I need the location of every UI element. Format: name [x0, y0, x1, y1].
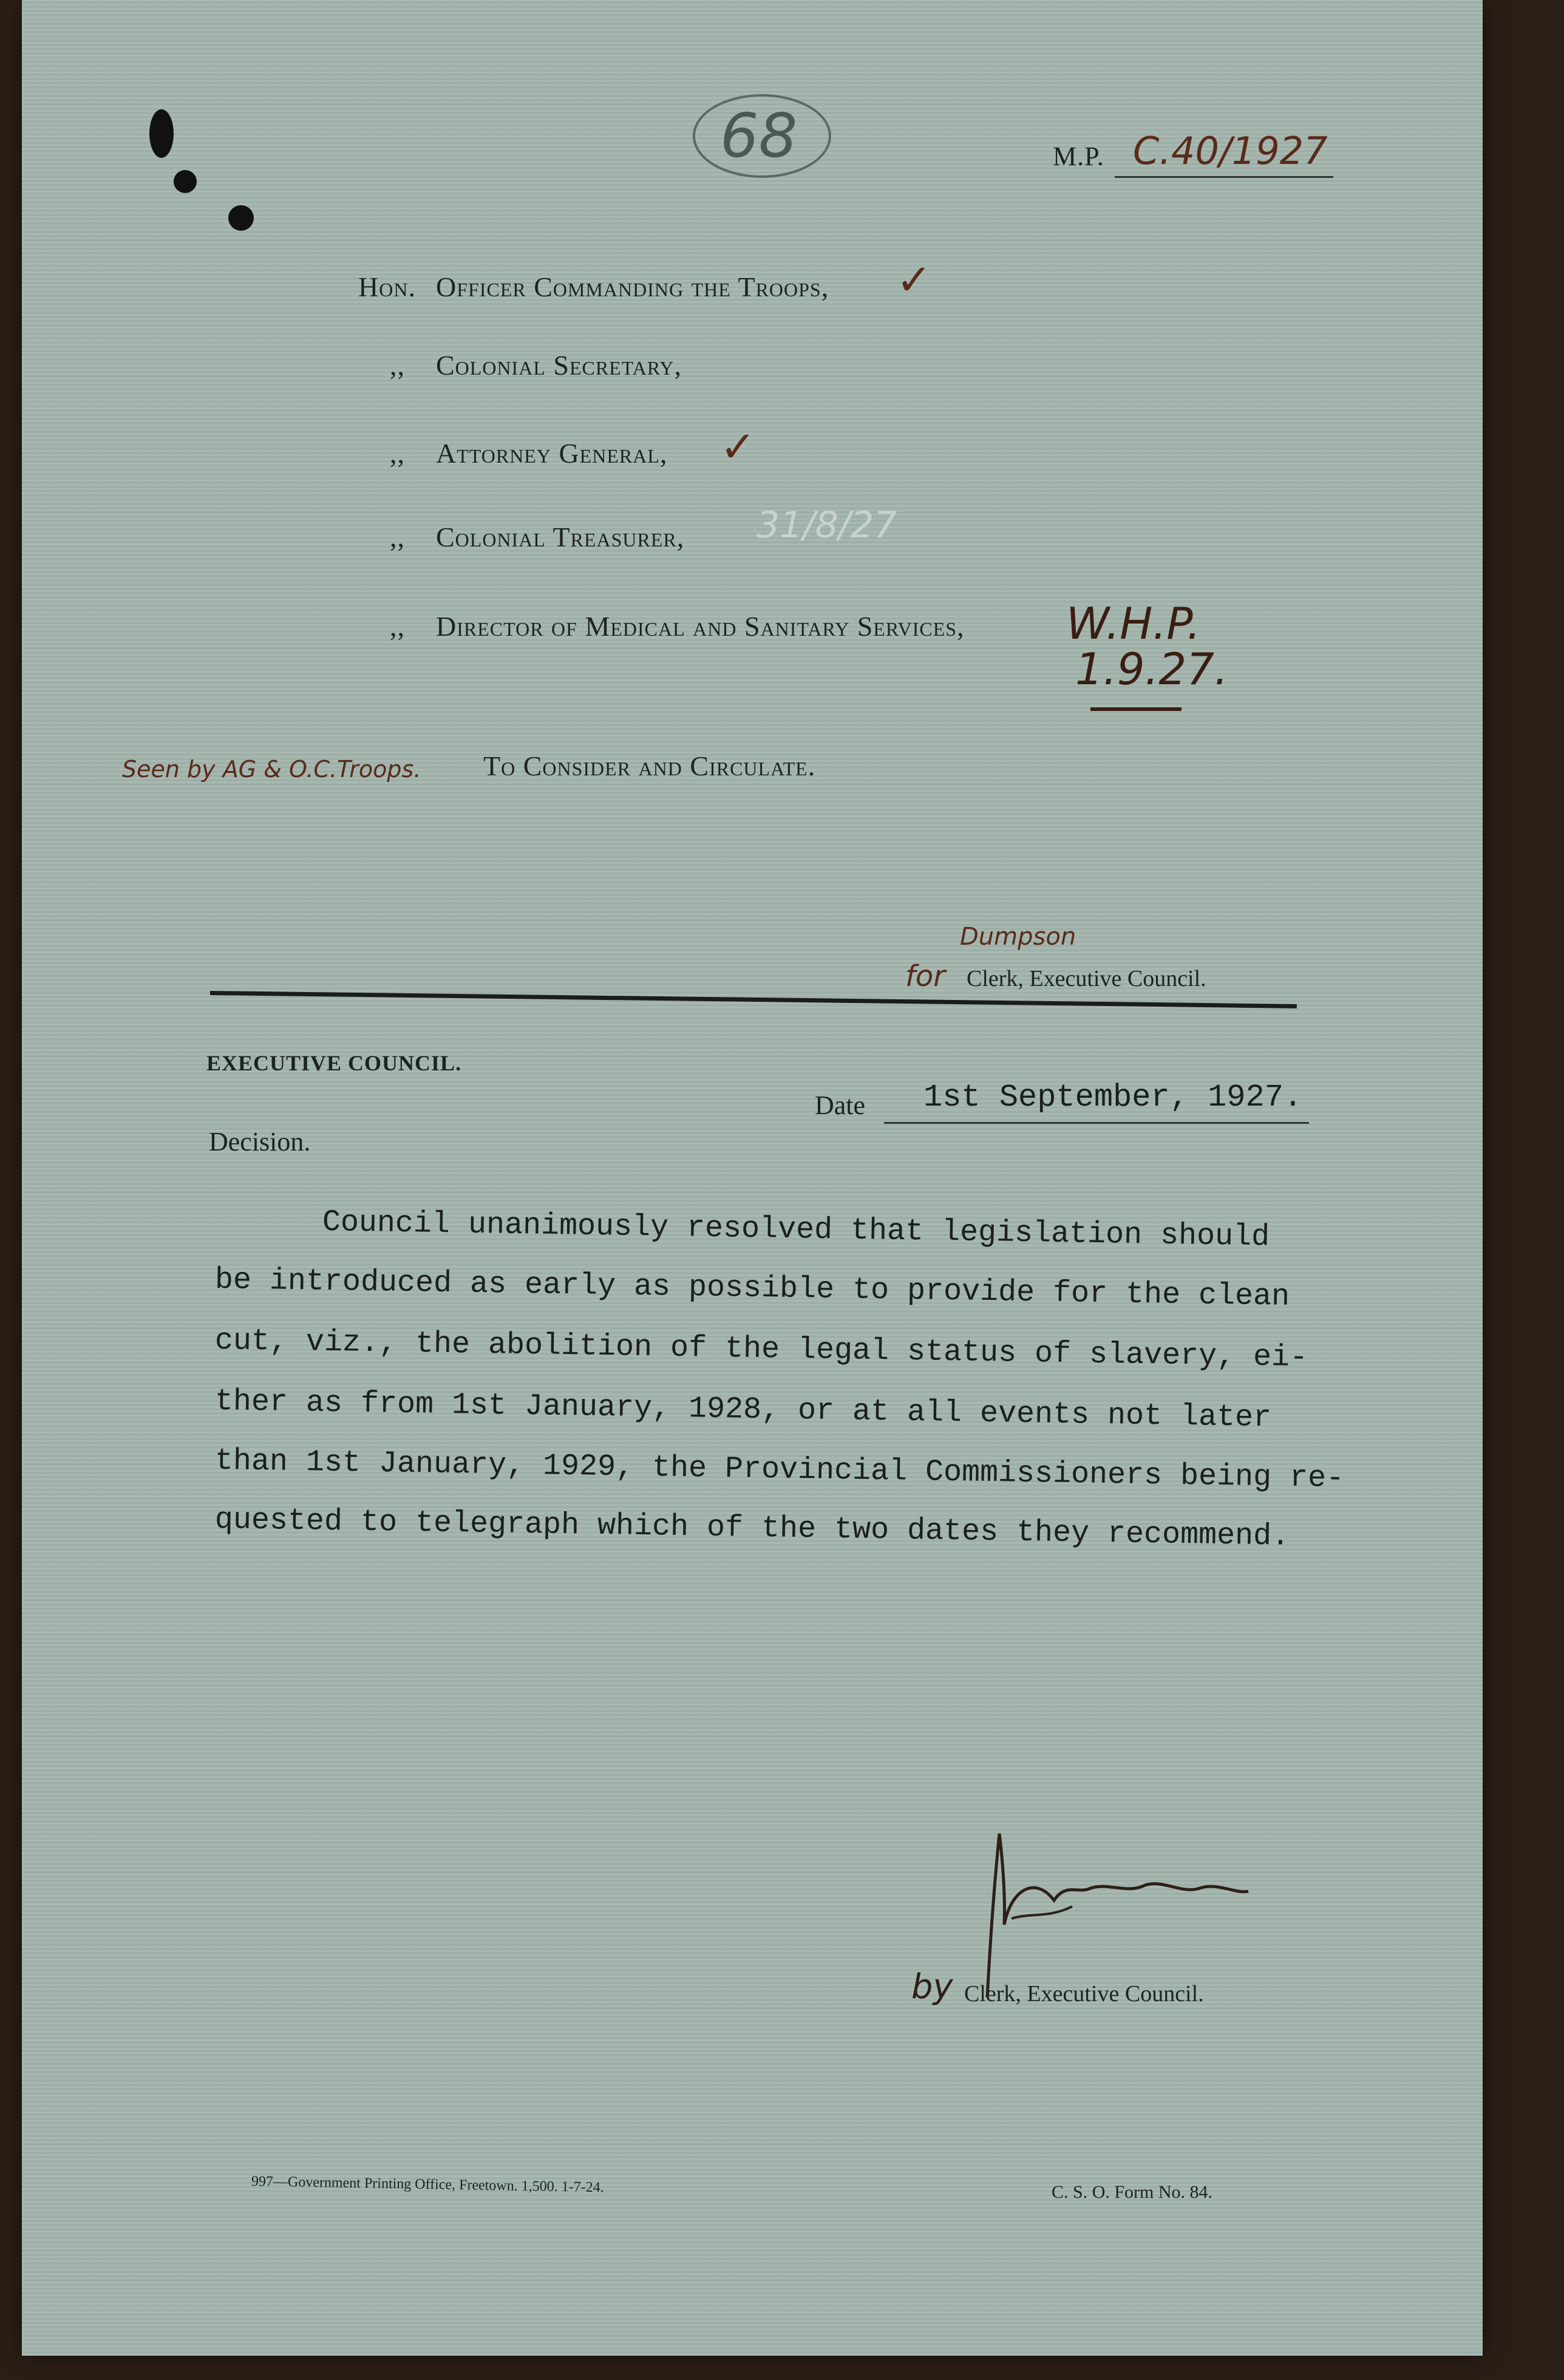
recipient-prefix-4: ,,: [390, 522, 405, 552]
executive-council-heading: EXECUTIVE COUNCIL.: [206, 1051, 462, 1075]
folio-number: 68: [720, 100, 798, 171]
by-mark: by: [911, 1967, 953, 2007]
recipient-prefix-5: ,,: [390, 611, 405, 642]
recipient-prefix-1: Hon.: [358, 271, 416, 302]
director-underline: [1090, 707, 1182, 711]
director-date: 1.9.27.: [1075, 644, 1228, 695]
circulate-instruction: To Consider and Circulate.: [483, 750, 816, 781]
checkmark-icon: ✓: [720, 422, 756, 472]
punch-hole: [228, 205, 254, 231]
mp-label: M.P.: [1053, 141, 1104, 171]
mp-underline: [1115, 176, 1333, 178]
decision-line: cut, viz., the abolition of the legal status of slavery, ei-: [214, 1324, 1308, 1376]
recipient-name-3: Attorney General,: [436, 438, 668, 469]
decision-line: Council unanimously resolved that legislation should: [322, 1205, 1270, 1255]
recipient-prefix-3: ,,: [390, 438, 405, 469]
printer-line: 997—Government Printing Office, Freetown. 1,500. 1-7-24.: [251, 2174, 604, 2196]
section-divider: [210, 991, 1297, 1008]
recipient-prefix-2: ,,: [390, 350, 405, 381]
recipient-name-2: Colonial Secretary,: [436, 350, 682, 381]
per-mark: for: [905, 959, 945, 993]
punch-hole: [174, 170, 197, 193]
form-number: C. S. O. Form No. 84.: [1052, 2182, 1213, 2202]
decision-label: Decision.: [209, 1127, 311, 1157]
document-page: [22, 0, 1483, 2356]
recipient-name-5: Director of Medical and Sanitary Services,: [436, 611, 965, 642]
treasurer-stamp: 31/8/27: [756, 504, 897, 546]
director-initials: W.H.P.: [1066, 598, 1201, 649]
decision-line: be introduced as early as possible to provide for the clean: [214, 1263, 1290, 1314]
clerk-title-2: Clerk, Executive Council.: [964, 1981, 1204, 2007]
recipient-name-1: Officer Commanding the Troops,: [436, 271, 829, 302]
recipient-name-4: Colonial Treasurer,: [436, 522, 685, 552]
decision-line: quested to telegraph which of the two dates they recommend.: [214, 1503, 1290, 1554]
decision-line: ther as from 1st January, 1928, or at all events not later: [214, 1384, 1272, 1436]
date-label: Date: [815, 1090, 866, 1120]
ink-stain: [149, 109, 174, 158]
checkmark-icon: ✓: [896, 255, 932, 305]
mp-number: C.40/1927: [1133, 129, 1328, 173]
circulate-note: Seen by AG & O.C.Troops.: [122, 756, 421, 783]
clerk-signature-name: Dumpson: [960, 923, 1076, 951]
date-value: 1st September, 1927.: [923, 1080, 1303, 1115]
decision-line: than 1st January, 1929, the Provincial Commissioners being re-: [214, 1444, 1345, 1497]
clerk-title-1: Clerk, Executive Council.: [967, 966, 1206, 991]
date-underline: [884, 1122, 1309, 1124]
